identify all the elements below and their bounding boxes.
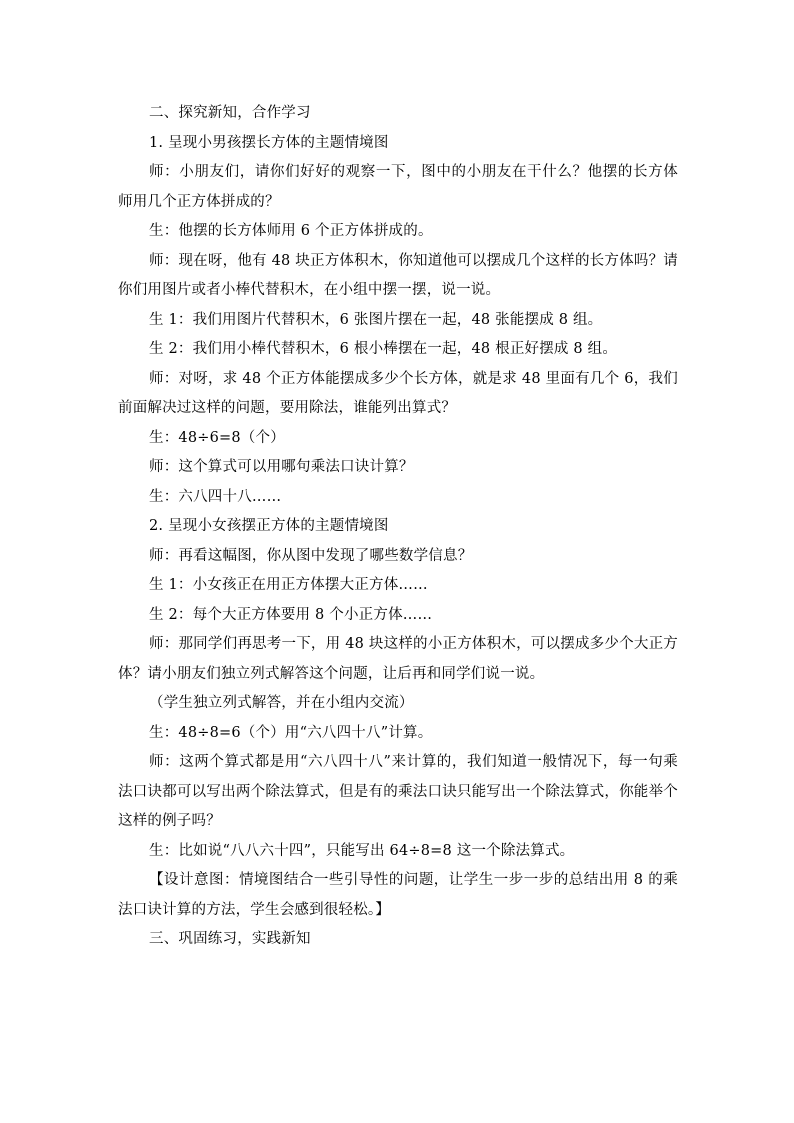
dialogue-paragraph: 生 2：我们用小棒代替积木，6 根小棒摆在一起，48 根正好摆成 8 组。 bbox=[149, 341, 618, 357]
dialogue-paragraph: 生：他摆的长方体师用 6 个正方体拼成的。 bbox=[149, 223, 433, 239]
document-body bbox=[118, 99, 678, 955]
dialogue-paragraph: 生 1：我们用图片代替积木，6 张图片摆在一起，48 张能摆成 8 组。 bbox=[149, 311, 603, 328]
dialogue-paragraph: 师：再看这幅图，你从图中发现了哪些数学信息？ bbox=[149, 547, 473, 564]
dialogue-paragraph: 师：那同学们再思考一下，用 48 块这样的小正方体积木，可以摆成多少个大正方体？请小朋友们独立列式解答这个问题，让后再和同学们说一说。 bbox=[118, 636, 678, 682]
dialogue-paragraph: 师：小朋友们，请你们好好的观察一下，图中的小朋友在干什么？他摆的长方体师用几个正方体拼成的？ bbox=[118, 164, 678, 210]
dialogue-paragraph: 师：对呀，求 48 个正方体能摆成多少个长方体，就是求 48 里面有几个 6，我们前面解决过这样的问题，要用除法，谁能列出算式？ bbox=[118, 370, 678, 416]
section-heading: 三、巩固练习，实践新知 bbox=[149, 931, 311, 947]
dialogue-paragraph: 师：这个算式可以用哪句乘法口诀计算？ bbox=[149, 459, 414, 475]
dialogue-paragraph: 生：比如说“八八六十四”，只能写出 64÷8=8 这一个除法算式。 bbox=[149, 842, 575, 859]
subsection-heading: 2. 呈现小女孩摆正方体的主题情境图 bbox=[149, 518, 389, 534]
dialogue-paragraph: 生 1：小女孩正在用正方体摆大正方体…… bbox=[149, 577, 428, 593]
dialogue-paragraph: 师：这两个算式都是用“六八四十八”来计算的，我们知道一般情况下，每一句乘法口诀都可以写出两个除法算式，但是有的乘法口诀只能写出一个除法算式，你能举个这样的例子吗？ bbox=[118, 754, 678, 829]
section-heading: 二、探究新知，合作学习 bbox=[149, 105, 311, 121]
dialogue-paragraph: 师：现在呀，他有 48 块正方体积木，你知道他可以摆成几个这样的长方体吗？请你们用图片或者小棒代替积木，在小组中摆一摆，说一说。 bbox=[118, 252, 678, 298]
dialogue-paragraph: 生：48÷8=6（个）用“六八四十八”计算。 bbox=[149, 724, 433, 741]
subsection-heading: 1. 呈现小男孩摆长方体的主题情境图 bbox=[149, 134, 389, 151]
dialogue-paragraph: 生：六八四十八…… bbox=[149, 488, 282, 505]
note-paragraph: （学生独立列式解答，并在小组内交流） bbox=[149, 695, 414, 711]
design-intent-paragraph: 【设计意图：情境图结合一些引导性的问题，让学生一步一步的总结出用 8 的乘法口诀计算的方法，学生会感到很轻松。】 bbox=[118, 872, 678, 918]
dialogue-paragraph: 生：48÷6=8（个） bbox=[149, 429, 285, 446]
dialogue-paragraph: 生 2：每个大正方体要用 8 个小正方体…… bbox=[149, 606, 433, 623]
